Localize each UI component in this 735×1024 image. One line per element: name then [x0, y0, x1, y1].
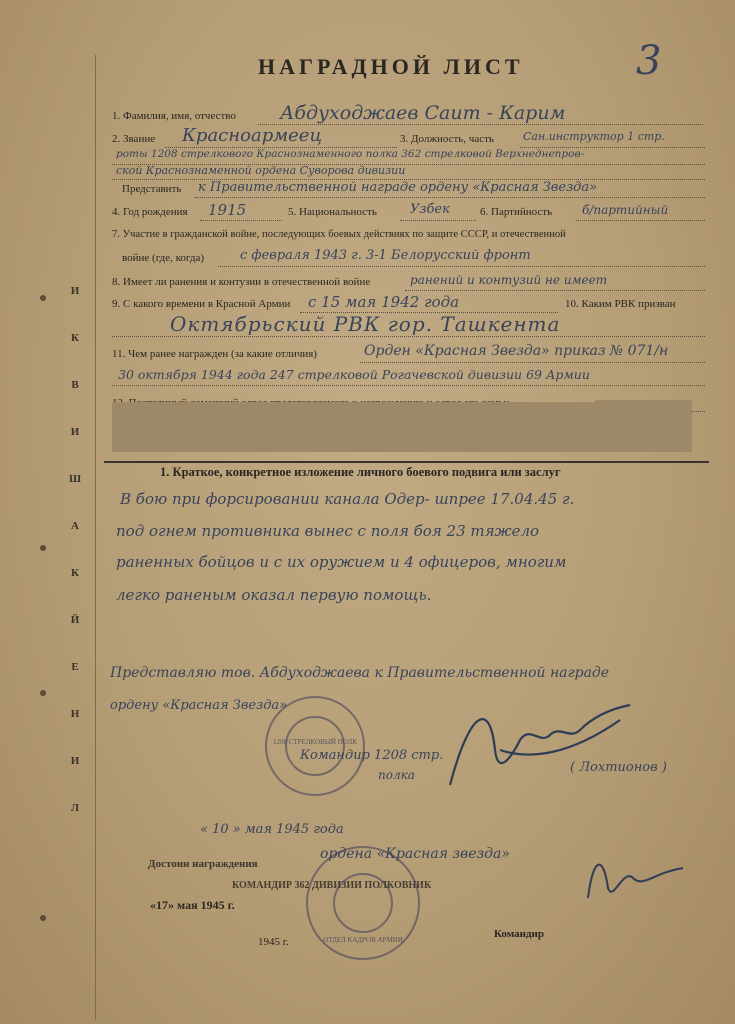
field-11-value: 30 октября 1944 года 247 стрелковой Рогачевской дивизии 69 Армии	[118, 367, 590, 382]
field-9-label: 9. С какого времени в Красной Армии	[112, 298, 291, 310]
field-4-value: 1915	[208, 201, 247, 219]
field-9-value: с 15 мая 1942 года	[308, 293, 460, 311]
approval-date: «17» мая 1945 г.	[150, 898, 235, 912]
field-2-label: 2. Звание	[112, 133, 156, 145]
field-1-value: Абдуходжаев Саит - Карим	[280, 102, 566, 124]
year-line: 1945 г.	[258, 936, 289, 948]
commander-label: Командир	[494, 928, 544, 940]
binding-hole	[40, 915, 46, 921]
redacted-address	[595, 400, 692, 416]
field-10-label: 10. Каким РВК призван	[565, 298, 676, 310]
field-5-label: 5. Национальность	[288, 206, 377, 218]
field-1-label: 1. Фамилия, имя, отчество	[112, 110, 236, 122]
page-number: 3	[636, 38, 662, 84]
binding-hole	[40, 690, 46, 696]
field-7-value: с февраля 1943 г. 3-1 Белорусский фронт	[240, 248, 531, 263]
field-8-value: ранений и контузий не имеет	[410, 273, 608, 287]
approval-value: ордена «Красная звезда»	[320, 846, 510, 862]
field-3-value: Сан.инструктор 1 стр.	[523, 130, 665, 143]
recommendation-line: ордену «Красная Звезда»	[110, 698, 288, 713]
signatory-name: ( Лохтионов )	[570, 760, 667, 775]
stamp-text: ОТДЕЛ КАДРОВ АРМИИ	[323, 936, 403, 944]
field-10-value: Октябрьский РВК гор. Ташкента	[170, 312, 561, 336]
section-heading: 1. Краткое, конкретное изложение личного боевого подвига или заслуг	[160, 465, 561, 479]
narrative-line: В бою при форсировании канала Одер- шпрее 17.04.45 г.	[120, 490, 575, 508]
field-8-label: 8. Имеет ли ранения и контузии в отечественной войне	[112, 276, 371, 288]
stamp-text: 1208 СТРЕЛКОВЫЙ ПОЛК	[273, 738, 357, 746]
army-stamp	[306, 846, 420, 960]
field-3-value: роты 1208 стрелкового Краснознаменного полка 362 стрелковой Верхнеднепров-	[116, 148, 585, 160]
field-11-value: Орден «Красная Звезда» приказ № 071/н	[364, 343, 669, 359]
signatory-role: полка	[378, 768, 415, 782]
page-title: НАГРАДНОЙ ЛИСТ	[258, 54, 524, 79]
section-rule	[104, 461, 709, 463]
signatory-role: Командир 1208 стр.	[300, 748, 444, 763]
binding-hole	[40, 545, 46, 551]
field-7-label: войне (где, когда)	[122, 252, 205, 264]
approval-signature	[578, 848, 688, 908]
field-6-value: б/партийный	[582, 203, 669, 217]
commander-signature	[440, 690, 640, 800]
side-label: И К В И Ш А К Й Е Н И Л	[68, 285, 82, 814]
unit-stamp	[265, 696, 365, 796]
present-value: к Правительственной награде ордену «Красная Звезда»	[198, 180, 598, 195]
field-11-label: 11. Чем ранее награжден (за какие отличия)	[112, 348, 317, 360]
field-2-value: Красноармеец	[182, 125, 323, 146]
margin-line	[95, 55, 96, 1020]
field-6-label: 6. Партийность	[480, 206, 553, 218]
approval-signatory: КОМАНДИР 362 ДИВИЗИИ ПОЛКОВНИК	[232, 880, 432, 891]
binding-hole	[40, 295, 46, 301]
field-5-value: Узбек	[410, 202, 450, 217]
field-4-label: 4. Год рождения	[112, 206, 188, 218]
field-3-label: 3. Должность, часть	[400, 133, 494, 145]
present-label: Представить	[122, 183, 182, 195]
field-3-value: ской Краснознаменной ордена Суворова дивизии	[116, 164, 406, 177]
approval-text: Достоин награждения	[148, 858, 258, 870]
narrative-line: под огнем противника вынес с поля боя 23 тяжело	[116, 522, 540, 540]
narrative-line: легко раненым оказал первую помощь.	[116, 586, 432, 604]
recommendation-line: Представляю тов. Абдуходжаева к Правительственной награде	[110, 665, 610, 681]
field-7-label: 7. Участие в гражданской войне, последующих боевых действиях по защите СССР, и отечественной	[112, 229, 566, 240]
narrative-line: раненных бойцов и с их оружием и 4 офицеров, многим	[116, 553, 567, 571]
signature-date: « 10 » мая 1945 года	[200, 822, 344, 837]
